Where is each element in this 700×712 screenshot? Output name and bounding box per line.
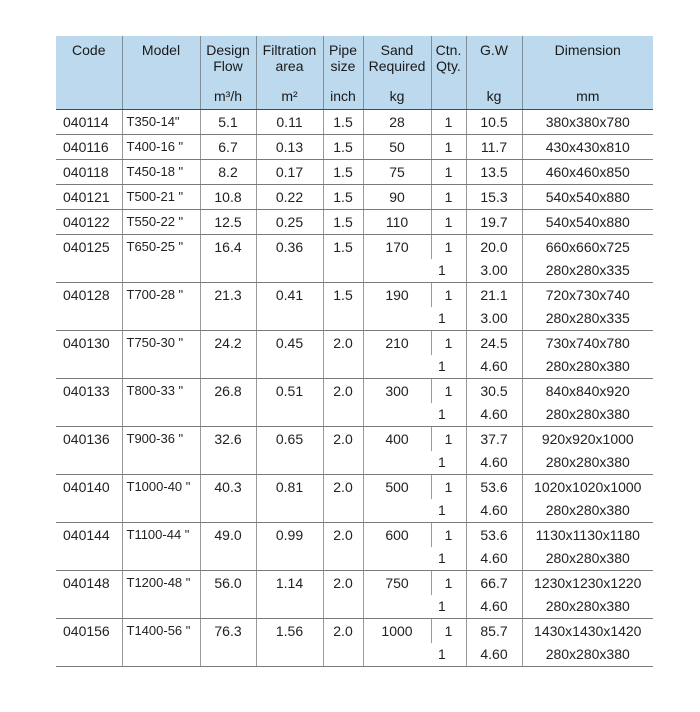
dimension-cell: 730x740x780 xyxy=(522,331,653,356)
table-row xyxy=(56,331,653,356)
gw-cell: 53.6 xyxy=(466,475,522,500)
code-cell: 040118 xyxy=(56,160,122,185)
ctn-qty-cell: 1 xyxy=(431,160,466,185)
sand-required-cell: 110 xyxy=(363,210,431,235)
model-cell: T450-18 " xyxy=(122,160,200,185)
filtration-area-cell: 0.99 xyxy=(256,523,323,571)
gw-cell: 24.5 xyxy=(466,331,522,356)
table-row xyxy=(56,379,653,404)
pipe-size-cell: 1.5 xyxy=(323,135,363,160)
pipe-size-cell: 2.0 xyxy=(323,331,363,379)
gw-cell: 4.60 xyxy=(466,499,522,523)
model-cell: T500-21 " xyxy=(122,185,200,210)
sand-required-cell: 28 xyxy=(363,110,431,135)
design-flow-cell: 12.5 xyxy=(200,210,256,235)
table-row xyxy=(56,185,653,210)
dimension-cell: 280x280x380 xyxy=(522,547,653,571)
ctn-qty-cell: 1 xyxy=(431,571,466,596)
model-cell: T800-33 " xyxy=(122,379,200,427)
sand-required-cell: 90 xyxy=(363,185,431,210)
filtration-area-cell: 0.11 xyxy=(256,110,323,135)
design-flow-cell: 8.2 xyxy=(200,160,256,185)
table-row xyxy=(56,427,653,452)
filtration-area-cell: 0.17 xyxy=(256,160,323,185)
code-cell: 040116 xyxy=(56,135,122,160)
pipe-size-cell: 2.0 xyxy=(323,571,363,619)
model-cell: T700-28 " xyxy=(122,283,200,331)
ctn-qty-cell: 1 xyxy=(431,110,466,135)
design-flow-cell: 32.6 xyxy=(200,427,256,475)
dimension-cell: 280x280x335 xyxy=(522,307,653,331)
model-cell: T350-14" xyxy=(122,110,200,135)
dimension-cell: 380x380x780 xyxy=(522,110,653,135)
design-flow-cell: 5.1 xyxy=(200,110,256,135)
pipe-size-cell: 2.0 xyxy=(323,619,363,667)
ctn-qty-cell: 1 xyxy=(431,307,466,331)
sand-required-cell: 400 xyxy=(363,427,431,475)
ctn-qty-cell: 1 xyxy=(431,523,466,548)
sand-required-cell: 50 xyxy=(363,135,431,160)
dimension-cell: 660x660x725 xyxy=(522,235,653,260)
pipe-size-cell: 2.0 xyxy=(323,475,363,523)
code-cell: 040122 xyxy=(56,210,122,235)
code-cell: 040121 xyxy=(56,185,122,210)
ctn-qty-cell: 1 xyxy=(431,259,466,283)
dimension-cell: 280x280x335 xyxy=(522,259,653,283)
gw-cell: 4.60 xyxy=(466,643,522,667)
col-design-flow-header: Design Flow xyxy=(200,36,256,82)
filtration-area-cell: 0.41 xyxy=(256,283,323,331)
dimension-cell: 720x730x740 xyxy=(522,283,653,308)
dimension-cell: 1130x1130x1180 xyxy=(522,523,653,548)
ctn-qty-cell: 1 xyxy=(431,547,466,571)
sand-required-cell: 600 xyxy=(363,523,431,571)
filtration-area-cell: 0.22 xyxy=(256,185,323,210)
pipe-size-cell: 1.5 xyxy=(323,110,363,135)
col-gw-header: G.W xyxy=(466,36,522,82)
table-row xyxy=(56,571,653,596)
design-flow-cell: 49.0 xyxy=(200,523,256,571)
col-pipe-size-unit: inch xyxy=(323,82,363,110)
gw-cell: 4.60 xyxy=(466,355,522,379)
gw-cell: 4.60 xyxy=(466,595,522,619)
dimension-cell: 1230x1230x1220 xyxy=(522,571,653,596)
gw-cell: 10.5 xyxy=(466,110,522,135)
table-row xyxy=(56,135,653,160)
table-row xyxy=(56,235,653,260)
ctn-qty-cell: 1 xyxy=(431,643,466,667)
table-row xyxy=(56,475,653,500)
code-cell: 040130 xyxy=(56,331,122,379)
ctn-qty-cell: 1 xyxy=(431,427,466,452)
pipe-size-cell: 2.0 xyxy=(323,523,363,571)
table-row xyxy=(56,523,653,548)
design-flow-cell: 56.0 xyxy=(200,571,256,619)
filtration-area-cell: 1.56 xyxy=(256,619,323,667)
model-cell: T400-16 " xyxy=(122,135,200,160)
col-pipe-size-header: Pipe size xyxy=(323,36,363,82)
model-cell: T1200-48 " xyxy=(122,571,200,619)
code-cell: 040144 xyxy=(56,523,122,571)
code-cell: 040136 xyxy=(56,427,122,475)
sand-filter-spec-table xyxy=(56,36,653,667)
ctn-qty-cell: 1 xyxy=(431,403,466,427)
sand-required-cell: 300 xyxy=(363,379,431,427)
pipe-size-cell: 1.5 xyxy=(323,185,363,210)
ctn-qty-cell: 1 xyxy=(431,283,466,308)
ctn-qty-cell: 1 xyxy=(431,451,466,475)
col-code-unit xyxy=(56,82,122,110)
col-filtration-area-header: Filtration area xyxy=(256,36,323,82)
dimension-cell: 280x280x380 xyxy=(522,499,653,523)
pipe-size-cell: 2.0 xyxy=(323,427,363,475)
ctn-qty-cell: 1 xyxy=(431,235,466,260)
col-model-unit xyxy=(122,82,200,110)
col-gw-unit: kg xyxy=(466,82,522,110)
dimension-cell: 920x920x1000 xyxy=(522,427,653,452)
model-cell: T650-25 " xyxy=(122,235,200,283)
sand-required-cell: 210 xyxy=(363,331,431,379)
design-flow-cell: 76.3 xyxy=(200,619,256,667)
model-cell: T1400-56 " xyxy=(122,619,200,667)
gw-cell: 4.60 xyxy=(466,403,522,427)
ctn-qty-cell: 1 xyxy=(431,379,466,404)
model-cell: T900-36 " xyxy=(122,427,200,475)
col-filtration-area-unit: m² xyxy=(256,82,323,110)
gw-cell: 20.0 xyxy=(466,235,522,260)
filtration-area-cell: 0.51 xyxy=(256,379,323,427)
model-cell: T750-30 " xyxy=(122,331,200,379)
ctn-qty-cell: 1 xyxy=(431,331,466,356)
sand-required-cell: 75 xyxy=(363,160,431,185)
filtration-area-cell: 0.65 xyxy=(256,427,323,475)
code-cell: 040133 xyxy=(56,379,122,427)
filtration-area-cell: 0.36 xyxy=(256,235,323,283)
gw-cell: 11.7 xyxy=(466,135,522,160)
table-row xyxy=(56,210,653,235)
filtration-area-cell: 0.81 xyxy=(256,475,323,523)
design-flow-cell: 16.4 xyxy=(200,235,256,283)
dimension-cell: 540x540x880 xyxy=(522,185,653,210)
sand-required-cell: 1000 xyxy=(363,619,431,667)
dimension-cell: 280x280x380 xyxy=(522,403,653,427)
dimension-cell: 430x430x810 xyxy=(522,135,653,160)
model-cell: T1100-44 " xyxy=(122,523,200,571)
dimension-cell: 460x460x850 xyxy=(522,160,653,185)
gw-cell: 53.6 xyxy=(466,523,522,548)
pipe-size-cell: 1.5 xyxy=(323,235,363,283)
design-flow-cell: 21.3 xyxy=(200,283,256,331)
pipe-size-cell: 1.5 xyxy=(323,283,363,331)
gw-cell: 15.3 xyxy=(466,185,522,210)
code-cell: 040114 xyxy=(56,110,122,135)
design-flow-cell: 10.8 xyxy=(200,185,256,210)
design-flow-cell: 24.2 xyxy=(200,331,256,379)
dimension-cell: 280x280x380 xyxy=(522,595,653,619)
table-row xyxy=(56,160,653,185)
dimension-cell: 540x540x880 xyxy=(522,210,653,235)
filtration-area-cell: 1.14 xyxy=(256,571,323,619)
col-dimension-header: Dimension xyxy=(522,36,653,82)
ctn-qty-cell: 1 xyxy=(431,355,466,379)
code-cell: 040128 xyxy=(56,283,122,331)
gw-cell: 66.7 xyxy=(466,571,522,596)
filtration-area-cell: 0.25 xyxy=(256,210,323,235)
gw-cell: 85.7 xyxy=(466,619,522,644)
table-row xyxy=(56,283,653,308)
ctn-qty-cell: 1 xyxy=(431,619,466,644)
col-model-header: Model xyxy=(122,36,200,82)
ctn-qty-cell: 1 xyxy=(431,210,466,235)
sand-required-cell: 170 xyxy=(363,235,431,283)
gw-cell: 21.1 xyxy=(466,283,522,308)
table-row xyxy=(56,619,653,644)
dimension-cell: 1020x1020x1000 xyxy=(522,475,653,500)
code-cell: 040125 xyxy=(56,235,122,283)
col-sand-required-header: Sand Required xyxy=(363,36,431,82)
table-header xyxy=(56,36,653,110)
col-ctn-qty-unit xyxy=(431,82,466,110)
ctn-qty-cell: 1 xyxy=(431,595,466,619)
col-code-header: Code xyxy=(56,36,122,82)
gw-cell: 30.5 xyxy=(466,379,522,404)
sand-required-cell: 750 xyxy=(363,571,431,619)
sand-required-cell: 190 xyxy=(363,283,431,331)
gw-cell: 4.60 xyxy=(466,547,522,571)
filtration-area-cell: 0.13 xyxy=(256,135,323,160)
ctn-qty-cell: 1 xyxy=(431,185,466,210)
ctn-qty-cell: 1 xyxy=(431,475,466,500)
gw-cell: 4.60 xyxy=(466,451,522,475)
pipe-size-cell: 2.0 xyxy=(323,379,363,427)
gw-cell: 13.5 xyxy=(466,160,522,185)
col-design-flow-unit: m³/h xyxy=(200,82,256,110)
col-ctn-qty-header: Ctn. Qty. xyxy=(431,36,466,82)
pipe-size-cell: 1.5 xyxy=(323,160,363,185)
dimension-cell: 280x280x380 xyxy=(522,355,653,379)
model-cell: T550-22 " xyxy=(122,210,200,235)
design-flow-cell: 26.8 xyxy=(200,379,256,427)
gw-cell: 3.00 xyxy=(466,259,522,283)
gw-cell: 19.7 xyxy=(466,210,522,235)
model-cell: T1000-40 " xyxy=(122,475,200,523)
dimension-cell: 1430x1430x1420 xyxy=(522,619,653,644)
ctn-qty-cell: 1 xyxy=(431,499,466,523)
gw-cell: 3.00 xyxy=(466,307,522,331)
dimension-cell: 840x840x920 xyxy=(522,379,653,404)
ctn-qty-cell: 1 xyxy=(431,135,466,160)
design-flow-cell: 40.3 xyxy=(200,475,256,523)
pipe-size-cell: 1.5 xyxy=(323,210,363,235)
table-row xyxy=(56,110,653,135)
dimension-cell: 280x280x380 xyxy=(522,451,653,475)
code-cell: 040148 xyxy=(56,571,122,619)
design-flow-cell: 6.7 xyxy=(200,135,256,160)
col-sand-required-unit: kg xyxy=(363,82,431,110)
sand-required-cell: 500 xyxy=(363,475,431,523)
code-cell: 040140 xyxy=(56,475,122,523)
table-body xyxy=(56,110,653,667)
dimension-cell: 280x280x380 xyxy=(522,643,653,667)
code-cell: 040156 xyxy=(56,619,122,667)
col-dimension-unit: mm xyxy=(522,82,653,110)
gw-cell: 37.7 xyxy=(466,427,522,452)
filtration-area-cell: 0.45 xyxy=(256,331,323,379)
